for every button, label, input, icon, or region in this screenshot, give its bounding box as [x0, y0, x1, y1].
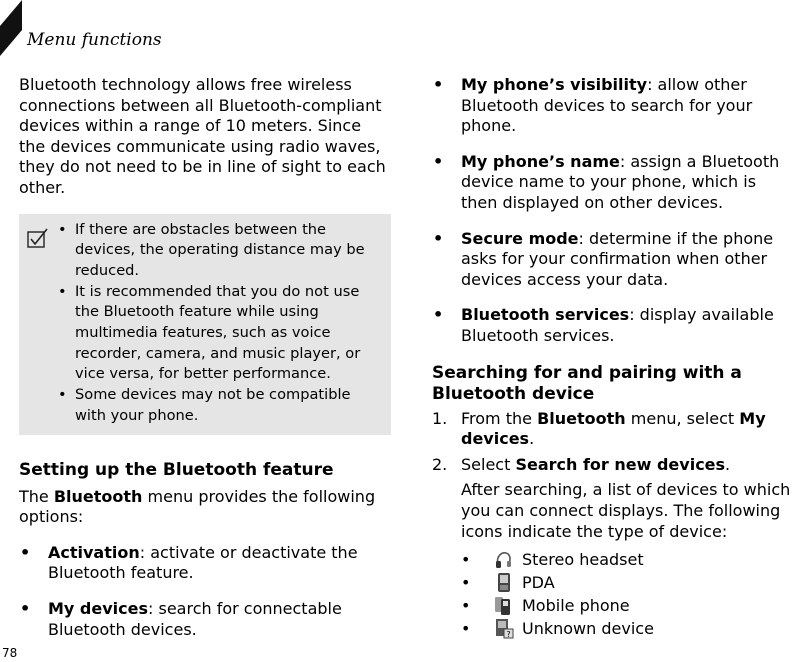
- setup-intro: The Bluetooth menu provides the following options:: [19, 486, 376, 527]
- bluetooth-menu-term: Bluetooth: [53, 486, 143, 506]
- device-item: [461, 548, 793, 571]
- page-number: 78: [2, 646, 18, 660]
- checkmark-note-icon: [27, 227, 49, 249]
- device-label: PDA: [522, 573, 555, 593]
- pda-icon: [493, 572, 514, 593]
- option-activation: • Activation: activate or deactivate the Bluetooth feature.: [19, 543, 391, 584]
- option-secure-mode: • Secure mode: determine if the phone asks for your confirmation when other devices access your data.: [432, 229, 793, 291]
- options-list-right: [432, 75, 793, 347]
- svg-text:?: • ?: [506, 630, 511, 640]
- device-icon-list: [461, 548, 793, 640]
- device-label: Mobile phone: [522, 596, 630, 616]
- option-my-devices: • My devices: search for connectable Bluetooth devices.: [19, 599, 391, 640]
- device-label: Stereo headset: [522, 550, 644, 570]
- option-phone-name: • My phone’s name: assign a Bluetooth device name to your phone, which is then displayed on other devices.: [432, 152, 793, 214]
- stereo-headset-icon: [493, 549, 514, 570]
- device-label: Unknown device: [522, 619, 654, 639]
- left-column: [19, 75, 391, 640]
- note-item: • It is recommended that you do not use the Bluetooth feature while using multimedia features, such as voice recorder, camera, and music player, or vice versa, for better performance.: [55, 282, 385, 386]
- intro-paragraph: Bluetooth technology allows free wireless connections between all Bluetooth-compliant devices within a range of 10 meters. Since the devices communicate using radio waves, they do not need to be in line of sight to each other.: [19, 75, 386, 197]
- unknown-device-icon: [493, 618, 514, 639]
- mobile-phone-icon: [493, 595, 514, 616]
- page-header-title: Menu functions: [27, 30, 162, 50]
- pairing-steps: [432, 409, 793, 641]
- step-2-description: After searching, a list of devices to which you can connect displays. The following icons indicate the type of device:: [461, 480, 791, 541]
- note-box: [19, 214, 391, 435]
- note-list: [55, 220, 385, 427]
- step-2: 2. Select Search for new devices. After searching, a list of devices to which you can connect displays. The following icons indicate the type of device: • Stereo headset • PDA • Mobile phone • ? Unknown device: [432, 455, 793, 640]
- section-heading-setup: Setting up the Bluetooth feature: [19, 459, 334, 480]
- section-heading-pairing: Searching for and pairing with a Bluetooth device: [432, 362, 742, 404]
- option-visibility: • My phone’s visibility: allow other Bluetooth devices to search for your phone.: [432, 75, 793, 137]
- right-column: [432, 75, 793, 640]
- device-item: [461, 571, 793, 594]
- device-item: [461, 594, 793, 617]
- option-bluetooth-services: • Bluetooth services: display available Bluetooth services.: [432, 305, 793, 346]
- header-bar-decoration: [0, 0, 22, 56]
- device-item: [461, 617, 793, 640]
- options-list-left: [19, 543, 391, 640]
- note-item: • If there are obstacles between the devices, the operating distance may be reduced.: [55, 220, 385, 282]
- step-1: 1. From the Bluetooth menu, select My devices.: [432, 408, 766, 449]
- note-item: • Some devices may not be compatible with your phone.: [55, 385, 385, 426]
